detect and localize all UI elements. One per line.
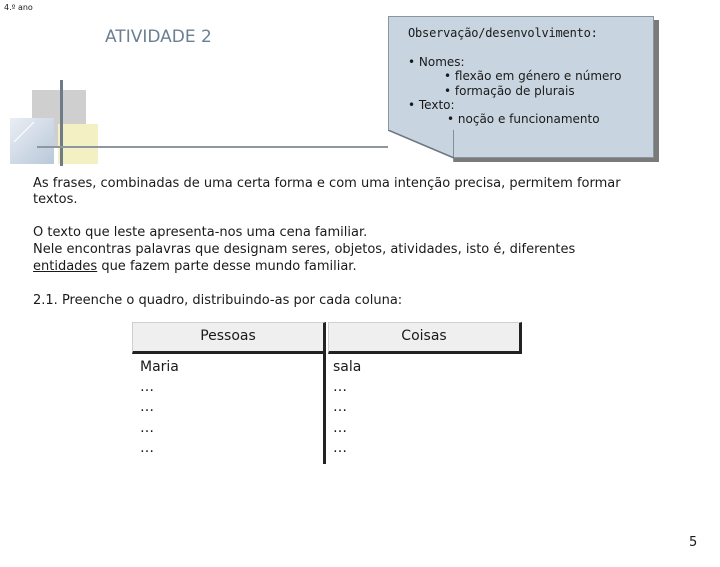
coisas-cell: …	[333, 379, 347, 395]
coisas-cell: sala	[333, 359, 362, 375]
decorative-diagonal-line	[12, 120, 52, 160]
paragraph-1-line-1: As frases, combinadas de uma certa forma e com uma intenção precisa, permitem formar	[33, 176, 621, 191]
coisas-cell: …	[333, 440, 347, 456]
table-header-coisas: Coisas	[328, 322, 522, 354]
paragraph-2-line-2: Nele encontras palavras que designam seres, objetos, atividades, isto é, diferentes	[33, 242, 576, 257]
note-item-nomes: • Nomes:	[408, 55, 465, 69]
decorative-horizontal-line	[37, 146, 397, 148]
decorative-yellow-square	[58, 124, 98, 164]
pessoas-cell: …	[140, 440, 154, 456]
note-folded-corner	[388, 130, 454, 162]
note-subitem-flexao: • flexão em género e número	[444, 69, 622, 83]
table-header-pessoas: Pessoas	[132, 322, 326, 354]
pessoas-cell: …	[140, 379, 154, 395]
table-column-divider	[323, 354, 326, 464]
instruction-text: 2.1. Preenche o quadro, distribuindo-as por cada coluna:	[33, 293, 403, 308]
note-subitem-nocao: • noção e funcionamento	[447, 112, 600, 126]
paragraph-2-line-3-rest: que fazem parte desse mundo familiar.	[97, 259, 357, 274]
pessoas-cell: …	[140, 420, 154, 436]
note-item-texto: • Texto:	[408, 98, 455, 112]
coisas-cell: …	[333, 399, 347, 415]
decorative-vertical-line	[60, 80, 63, 166]
page-title: ATIVIDADE 2	[105, 27, 212, 47]
coisas-cell: …	[333, 420, 347, 436]
grade-label: 4.º ano	[4, 3, 33, 12]
pessoas-cell: …	[140, 399, 154, 415]
note-title: Observação/desenvolvimento:	[408, 26, 598, 40]
page-number: 5	[689, 535, 698, 550]
pessoas-cell: Maria	[140, 359, 179, 375]
paragraph-2-line-3	[33, 258, 357, 276]
underlined-word-entidades: entidades	[33, 259, 98, 274]
paragraph-2-line-1: O texto que leste apresenta-nos uma cena familiar.	[33, 225, 368, 240]
paragraph-1-line-2: textos.	[33, 192, 78, 207]
note-subitem-plurais: • formação de plurais	[444, 84, 575, 98]
